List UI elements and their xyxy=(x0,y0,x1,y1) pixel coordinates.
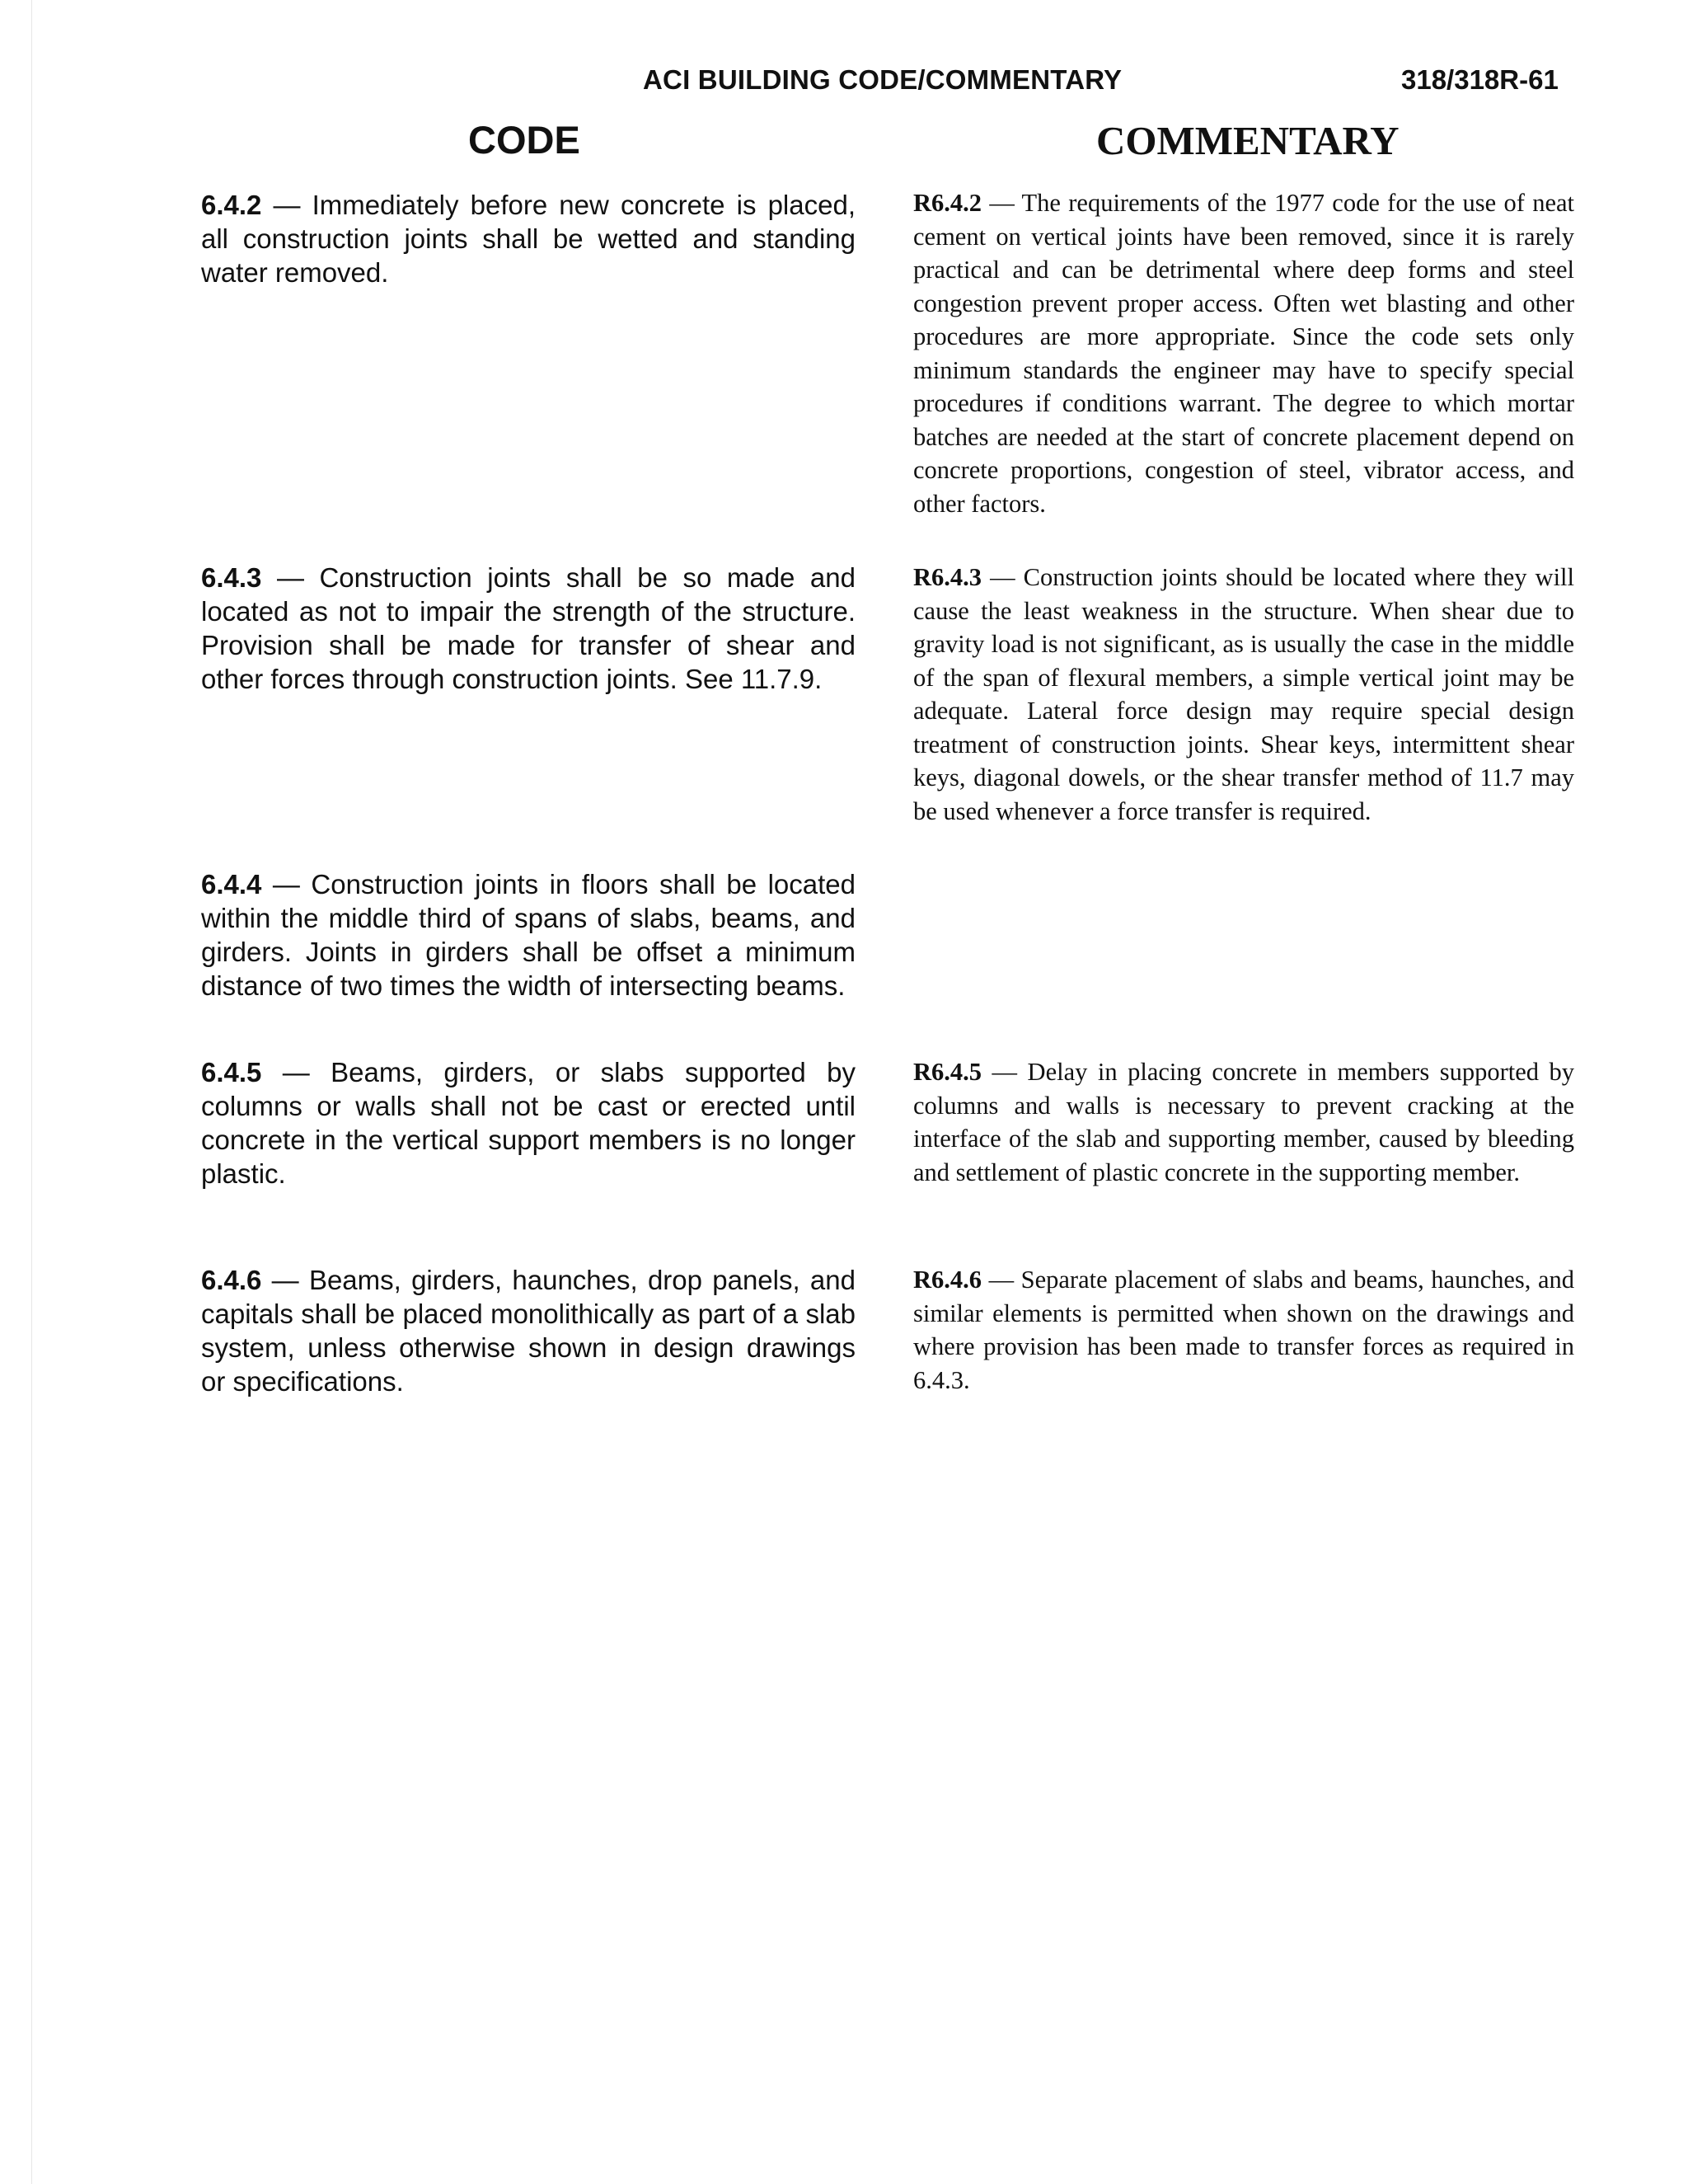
code-section-6-4-4 xyxy=(201,867,856,1003)
section-text: — Construction joints in floors shall be located within the middle third of spans of slabs, beams, and girders. Joints in girders shall be offset a minimum distance of two times the width of intersecting beams. xyxy=(201,869,856,1001)
section-text: — The requirements of the 1977 code for the use of neat cement on vertical joints have been removed, since it is rarely practical and can be detrimental where deep forms and steel congestion prevent proper access. Often wet blasting and other procedures are more appropriate. Since the code sets only minimum standards the engineer may have to specify special procedures if conditions warrant. The degree to which mortar batches are needed at the start of concrete placement depend on concrete proportions, congestion of steel, vibrator access, and other factors. xyxy=(913,189,1574,518)
section-number: R6.4.5 xyxy=(913,1058,982,1086)
commentary-section-r6-4-6 xyxy=(913,1263,1574,1397)
section-number: R6.4.2 xyxy=(913,189,982,217)
section-number: 6.4.5 xyxy=(201,1057,262,1087)
section-text: — Construction joints should be located where they will cause the least weakness in the structure. When shear due to gravity load is not significant, as is usually the case in the middle of the span of flexural members, a simple vertical joint may be adequate. Lateral force design may require special design treatment of construction joints. Shear keys, intermittent shear keys, diagonal dowels, or the shear transfer method of 11.7 may be used whenever a force transfer is required. xyxy=(913,563,1574,825)
commentary-column-heading: COMMENTARY xyxy=(1096,118,1400,163)
section-number: R6.4.6 xyxy=(913,1266,982,1294)
commentary-section-r6-4-3 xyxy=(913,561,1574,828)
code-section-6-4-6 xyxy=(201,1263,856,1398)
code-section-6-4-3 xyxy=(201,561,856,696)
section-number: R6.4.3 xyxy=(913,563,982,591)
page-number: 318/318R-61 xyxy=(1401,64,1559,95)
commentary-section-r6-4-5 xyxy=(913,1055,1574,1189)
code-section-6-4-2 xyxy=(201,188,856,289)
running-head-title: ACI BUILDING CODE/COMMENTARY xyxy=(643,64,1123,95)
code-section-6-4-5 xyxy=(201,1055,856,1191)
section-text: — Delay in placing concrete in members supported by columns and walls is necessary to prevent cracking at the interface of the slab and supporting member, caused by bleeding and settlement of plastic concrete in the supporting member. xyxy=(913,1058,1574,1186)
code-column-heading: CODE xyxy=(468,118,580,162)
scan-edge-line xyxy=(31,0,32,2184)
section-number: 6.4.3 xyxy=(201,562,262,593)
section-text: — Beams, girders, haunches, drop panels, and capitals shall be placed monolithically as part of a slab system, unless otherwise shown in design drawings or specifications. xyxy=(201,1265,856,1397)
section-text: — Beams, girders, or slabs supported by columns or walls shall not be cast or erected until concrete in the vertical support members is no longer plastic. xyxy=(201,1057,856,1189)
commentary-section-r6-4-2 xyxy=(913,186,1574,520)
section-number: 6.4.6 xyxy=(201,1265,262,1295)
section-number: 6.4.2 xyxy=(201,190,262,220)
section-text: — Construction joints shall be so made and located as not to impair the strength of the structure. Provision shall be made for transfer of shear and other forces through construction joints. See 11.7.9. xyxy=(201,562,856,694)
section-number: 6.4.4 xyxy=(201,869,262,899)
section-text: — Immediately before new concrete is placed, all construction joints shall be wetted and standing water removed. xyxy=(201,190,856,288)
running-head xyxy=(0,64,1688,106)
section-text: — Separate placement of slabs and beams, haunches, and similar elements is permitted when shown on the drawings and where provision has been made to transfer forces as required in 6.4.3. xyxy=(913,1266,1574,1394)
